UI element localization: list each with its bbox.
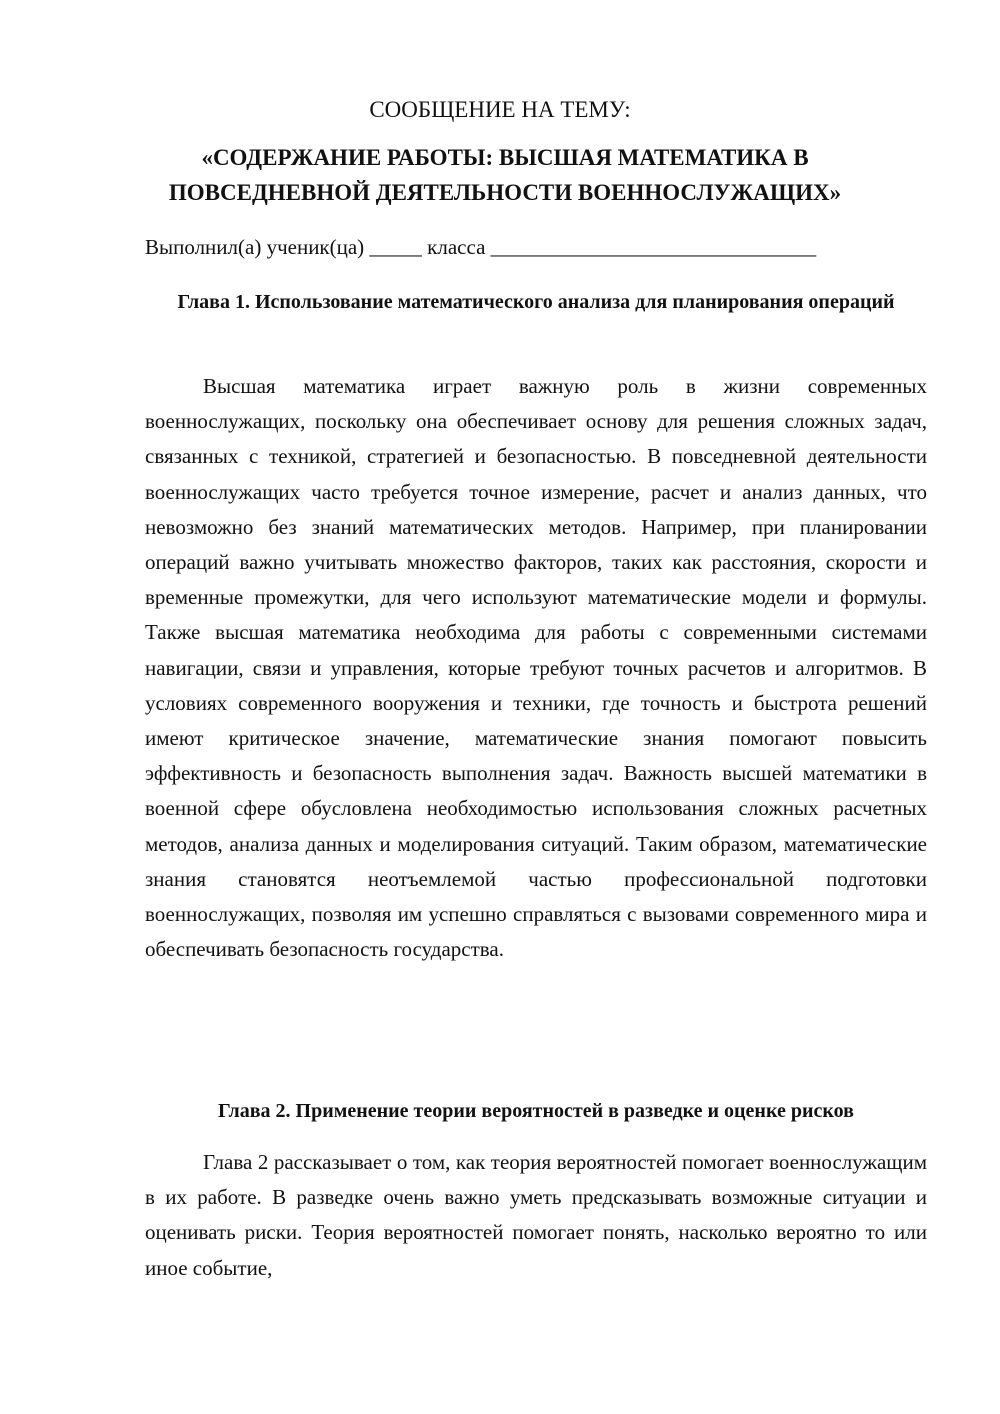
document-title: СООБЩЕНИЕ НА ТЕМУ: [369, 97, 631, 122]
chapter-1-heading: Глава 1. Использование математического анализа для планирования операций [177, 291, 895, 313]
document-topic: «СОДЕРЖАНИЕ РАБОТЫ: ВЫСШАЯ МАТЕМАТИКА В ПОВСЕДНЕВНОЙ ДЕЯТЕЛЬНОСТИ ВОЕННОСЛУЖАЩИХ» [168, 145, 842, 205]
chapter-2-paragraph: Глава 2 рассказывает о том, как теория вероятностей помогает военнослужащим в их работе. В разведке очень важно уметь предсказывать возможные ситуации и оценивать риски. Теория вероятностей помогает понять, насколько вероятно то или иное событие, [145, 1150, 927, 1280]
chapter-2-heading: Глава 2. Применение теории вероятностей в разведке и оценке рисков [218, 1100, 854, 1122]
author-line: Выполнил(а) ученик(ца) _____ класса _______________________________ [145, 235, 817, 259]
chapter-1-paragraph: Высшая математика играет важную роль в жизни современных военнослужащих, поскольку она обеспечивает основу для решения сложных задач, связанных с техникой, стратегией и безопасностью. В повседневной деятельности военнослужащих часто требуется точное измерение, расчет и анализ данных, что невозможно без знаний математических методов. Например, при планировании операций важно учитывать множество факторов, таких как расстояния, скорости и временные промежутки, для чего используют математические модели и формулы. Также высшая математика необходима для работы с современными системами навигации, связи и управления, которые требуют точных расчетов и алгоритмов. В условиях современного вооружения и техники, где точность и быстрота решений имеют критическое значение, математические знания помогают повысить эффективность и безопасность выполнения задач. Важность высшей математики в военной сфере обусловлена необходимостью использования сложных расчетных методов, анализа данных и моделирования ситуаций. Таким образом, математические знания становятся неотъемлемой частью профессиональной подготовки военнослужащих, позволяя им успешно справляться с вызовами современного мира и обеспечивать безопасность государства. [145, 374, 927, 962]
